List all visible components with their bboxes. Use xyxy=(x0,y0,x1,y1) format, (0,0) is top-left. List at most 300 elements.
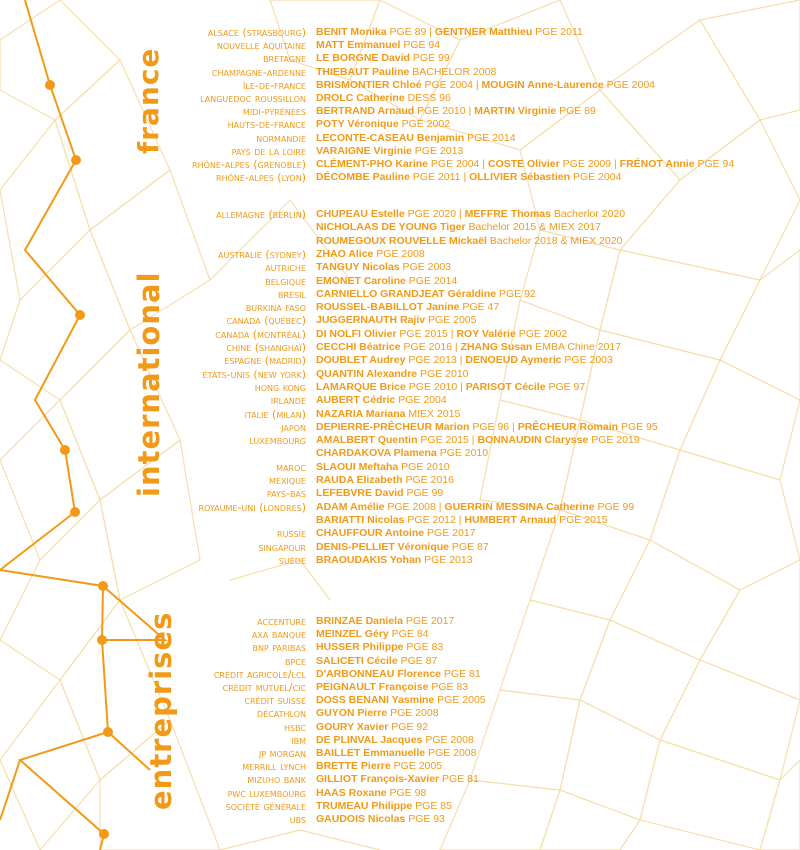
person-name: NICHOLAAS DE YOUNG Tiger xyxy=(316,221,466,234)
person-program: PGE 2008 xyxy=(373,247,425,260)
entry-value xyxy=(316,145,463,157)
entry-label: luxembourg xyxy=(249,434,306,448)
entry-row xyxy=(291,733,474,747)
person-program: PGE 2004 xyxy=(395,394,447,407)
person-name: CHAUFFOUR Antoine xyxy=(316,527,425,540)
entry-label: autriche xyxy=(265,261,306,275)
entry-value xyxy=(316,288,536,300)
entry-label: brésil xyxy=(278,287,306,301)
person-name: COSTE Olivier xyxy=(487,158,560,170)
person-name: HUMBERT Arnaud xyxy=(464,513,557,526)
person-program: PGE 93 xyxy=(405,813,445,825)
entry-label: rhône-alpes (grenoble) xyxy=(192,158,306,171)
entry-label: jp morgan xyxy=(258,747,306,760)
entry-row xyxy=(268,474,454,487)
entry-value xyxy=(316,641,443,653)
entry-row xyxy=(207,26,583,39)
entry-row xyxy=(316,235,622,248)
entry-value xyxy=(316,681,468,693)
person-program: PGE 2017 xyxy=(424,527,476,540)
person-program: PGE 2003 xyxy=(399,261,452,274)
entry-label: languedoc roussillon xyxy=(200,92,306,105)
entry-label: espagne (madrid) xyxy=(224,354,306,368)
entry-label: bretagne xyxy=(263,52,306,66)
entry-value xyxy=(316,447,488,459)
person-name: GAUDOIS Nicolas xyxy=(316,813,406,825)
entry-value xyxy=(316,261,451,273)
entry-value xyxy=(316,615,454,627)
entry-value xyxy=(316,787,426,799)
entry-row xyxy=(198,500,635,514)
person-program: PGE 2005 xyxy=(434,694,486,707)
person-program: PGE 2013 xyxy=(411,144,464,157)
entry-value xyxy=(316,92,451,104)
entry-row xyxy=(225,799,452,813)
entry-value xyxy=(316,79,655,91)
person-name: VARAIGNE Virginie xyxy=(316,144,412,157)
person-program: PGE 89 | xyxy=(386,26,435,38)
person-program: PGE 2010 | xyxy=(414,105,475,118)
entry-row xyxy=(249,434,640,448)
entry-value xyxy=(316,341,621,353)
person-program: EMBA Chine 2017 xyxy=(532,341,622,353)
person-name: ROUSSEL-BABILLOT Janine xyxy=(316,301,460,314)
person-name: BAILLET Emmanuelle xyxy=(316,747,426,759)
person-name: THIEBAUT Pauline xyxy=(316,65,410,78)
person-program: PGE 2005 xyxy=(390,760,443,773)
person-program: PGE 2016 xyxy=(402,474,454,486)
entry-label: crédit agricole/lcl xyxy=(213,667,306,681)
person-name: CARNIELLO GRANDJEAT Géraldine xyxy=(316,287,497,300)
section-title-france: france xyxy=(132,47,165,154)
entry-row xyxy=(281,420,658,434)
person-name: POTY Véronique xyxy=(316,118,399,131)
entry-row xyxy=(192,158,735,171)
entry-label: rhône-alpes (lyon) xyxy=(216,171,306,185)
person-name: TRUMEAU Philippe xyxy=(316,799,413,812)
entry-value xyxy=(316,527,475,539)
entry-label: royaume-uni (londres) xyxy=(198,500,306,514)
entry-row xyxy=(316,221,601,234)
entry-label: hsbc xyxy=(283,720,306,734)
entry-label: pays de la loire xyxy=(231,144,306,158)
person-name: GILLIOT François-Xavier xyxy=(316,773,440,786)
person-program: PGE 98 xyxy=(386,786,427,799)
person-name: D'ARBONNEAU Florence xyxy=(316,667,442,680)
entry-label: suède xyxy=(278,553,306,567)
entry-label: alsace (strasbourg) xyxy=(207,26,306,39)
entry-value xyxy=(316,773,479,785)
entry-row xyxy=(257,615,455,628)
person-program: PGE 2002 xyxy=(398,118,451,131)
person-program: PGE 87 xyxy=(397,654,438,667)
person-program: PGE 2010 xyxy=(398,460,450,473)
entry-row xyxy=(256,131,516,145)
person-name: BRISMONTIER Chloé xyxy=(316,78,422,91)
entry-row xyxy=(289,813,445,826)
entry-label: mizuho bank xyxy=(247,773,306,787)
person-program: Bachelor 2015 & MIEX 2017 xyxy=(465,221,601,234)
person-name: DROLC Catherine xyxy=(316,92,405,104)
person-program: PGE 2002 xyxy=(515,327,568,340)
person-name: OLLIVIER Sébastien xyxy=(469,171,571,184)
person-name: PEIGNAULT Françoise xyxy=(316,681,429,693)
person-program: PGE 2004 | xyxy=(421,78,482,91)
entry-label: merrill lynch xyxy=(242,760,306,774)
person-name: DE PLINVAL Jacques xyxy=(316,733,423,746)
person-program: PGE 2010 | xyxy=(405,380,466,393)
person-name: QUANTIN Alexandre xyxy=(316,367,418,380)
entry-row xyxy=(227,786,427,800)
entry-row xyxy=(251,628,429,642)
entry-label: canada (montréal) xyxy=(215,327,306,341)
entry-row xyxy=(227,118,451,132)
person-name: DEPIERRE-PRÊCHEUR Marion xyxy=(316,420,470,433)
person-program: PGE 85 xyxy=(412,799,452,812)
entry-value xyxy=(316,655,437,667)
person-program: PGE 89 xyxy=(556,105,596,118)
entry-value xyxy=(316,628,428,640)
person-program: PGE 81 xyxy=(439,773,479,786)
entry-label: bpce xyxy=(285,654,306,668)
person-program: PGE 2017 xyxy=(402,615,455,627)
entry-value xyxy=(316,26,583,38)
entry-row xyxy=(265,261,452,275)
person-name: MARTIN Virginie xyxy=(474,105,557,118)
entry-row xyxy=(266,487,444,501)
person-program: DESS 96 xyxy=(404,92,451,104)
entry-value xyxy=(316,248,425,260)
entry-row xyxy=(243,78,656,92)
entry-label: décathlon xyxy=(256,707,306,721)
person-name: EMONET Caroline xyxy=(316,274,406,287)
entry-label: crédit suisse xyxy=(244,694,306,708)
entry-value xyxy=(316,514,608,526)
person-name: DI NOLFI Olivier xyxy=(316,327,397,340)
entry-row xyxy=(245,301,500,315)
entry-value xyxy=(316,501,634,513)
entry-value xyxy=(316,208,625,220)
person-name: ROUMEGOUX ROUVELLE Mickaël xyxy=(316,234,487,247)
entry-row xyxy=(216,39,441,53)
entry-value xyxy=(316,381,585,393)
entry-row xyxy=(258,540,489,554)
entry-value xyxy=(316,132,516,144)
entry-label: singapour xyxy=(258,540,306,554)
entry-label: île-de-france xyxy=(243,78,306,92)
entry-value xyxy=(316,52,450,64)
person-name: MATT Emmanuel xyxy=(316,39,401,52)
entry-value xyxy=(316,721,428,733)
entry-label: ibm xyxy=(291,733,306,747)
entry-label: pays-bas xyxy=(266,487,306,501)
entry-value xyxy=(316,554,473,566)
entry-row xyxy=(278,553,473,567)
person-name: PARISOT Cécile xyxy=(465,380,546,393)
person-program: PGE 2011 | xyxy=(409,171,470,184)
person-program: PGE 81 xyxy=(441,667,481,680)
person-name: GENTNER Matthieu xyxy=(434,26,533,38)
person-program: PGE 2008 xyxy=(387,707,439,720)
entry-row xyxy=(285,654,438,668)
person-program: PGE 2004 xyxy=(570,171,622,184)
entry-label: midi-pyrénées xyxy=(242,105,306,119)
entry-label: maroc xyxy=(276,460,306,474)
person-name: LAMARQUE Brice xyxy=(316,380,406,393)
entry-label: pwc luxembourg xyxy=(227,786,306,800)
entry-row xyxy=(254,380,586,394)
entry-value xyxy=(316,747,476,759)
person-program: PGE 84 xyxy=(388,628,429,641)
entry-value xyxy=(316,66,496,78)
person-name: MOUGIN Anne-Laurence xyxy=(481,78,604,91)
person-program: PGE 2008 | xyxy=(384,500,445,513)
person-program: PGE 97 xyxy=(545,380,586,393)
entry-label: bnp paribas xyxy=(252,641,306,655)
entry-row xyxy=(252,641,444,655)
person-program: PGE 92 xyxy=(496,287,536,300)
person-name: AUBERT Cédric xyxy=(316,394,396,407)
entry-label: italie (milan) xyxy=(244,407,306,421)
person-name: FRÉNOT Annie xyxy=(619,158,695,170)
person-name: GOURY Xavier xyxy=(316,720,389,733)
entry-row xyxy=(216,208,626,221)
entry-row xyxy=(277,527,476,541)
entry-row xyxy=(226,314,477,328)
person-program: Bachelor 2018 & MIEX 2020 xyxy=(486,234,623,247)
person-name: LECONTE-CASEAU Benjamin xyxy=(316,131,465,144)
person-name: DENOEUD Aymeric xyxy=(465,354,562,367)
person-name: BRAOUDAKIS Yohan xyxy=(316,553,422,566)
entry-value xyxy=(316,461,450,473)
entry-label: hong kong xyxy=(254,380,306,394)
person-name: RAUDA Elizabeth xyxy=(316,474,403,486)
person-name: CHARDAKOVA Plamena xyxy=(316,447,437,460)
person-program: PGE 2014 xyxy=(464,131,516,144)
entry-row xyxy=(222,681,469,694)
entry-label: états-unis (new york) xyxy=(202,367,306,381)
entry-value xyxy=(316,541,489,553)
entry-label: canada (québec) xyxy=(226,314,306,328)
person-name: ZHANG Susan xyxy=(460,341,533,353)
person-program: PGE 94 xyxy=(694,158,735,170)
entry-label: mexique xyxy=(268,474,306,487)
person-program: PGE 94 xyxy=(400,39,441,52)
entry-label: belgique xyxy=(265,274,306,288)
person-name: CLÉMENT-PHO Karine xyxy=(316,158,429,170)
person-name: BRETTE Pierre xyxy=(316,760,391,773)
person-program: PGE 83 xyxy=(403,641,444,654)
entry-value xyxy=(316,368,469,380)
person-program: BACHELOR 2008 xyxy=(409,65,497,78)
person-program: PGE 92 xyxy=(388,720,429,733)
entry-value xyxy=(316,171,621,183)
person-name: BENIT Monika xyxy=(316,26,387,38)
entry-value xyxy=(316,314,476,326)
person-program: PGE 2014 xyxy=(405,274,458,287)
entry-row xyxy=(226,341,622,354)
entry-label: société générale xyxy=(225,799,306,813)
entry-row xyxy=(244,694,486,708)
person-program: PGE 2004 xyxy=(603,78,656,91)
person-program: PGE 2012 | xyxy=(404,513,465,526)
section-title-international: international xyxy=(132,271,166,497)
person-name: GUYON Pierre xyxy=(316,707,388,720)
entry-label: irlande xyxy=(270,394,306,408)
person-program: PGE 2015 xyxy=(556,513,608,526)
person-program: PGE 2008 xyxy=(422,733,474,746)
entry-value xyxy=(316,354,613,366)
entry-value xyxy=(316,221,601,233)
person-program: PGE 47 xyxy=(459,301,500,314)
person-name: HAAS Roxane xyxy=(316,786,387,799)
person-program: PGE 95 xyxy=(618,420,658,433)
entry-value xyxy=(316,668,481,680)
person-name: BRINZAE Daniela xyxy=(316,615,403,627)
person-name: ROY Valérie xyxy=(456,327,516,340)
entry-value xyxy=(316,235,622,247)
person-program: MIEX 2015 xyxy=(405,407,461,420)
person-name: BONNAUDIN Clarysse xyxy=(477,434,589,447)
person-program: PGE 2015 | xyxy=(396,327,457,340)
entry-row xyxy=(276,460,450,474)
entry-value xyxy=(316,421,658,433)
entry-row xyxy=(283,720,429,734)
entry-value xyxy=(316,800,452,812)
person-name: DÉCOMBE Pauline xyxy=(316,171,410,184)
entry-label: ubs xyxy=(289,813,306,826)
person-program: PGE 2005 xyxy=(425,314,477,327)
person-program: PGE 2015 | xyxy=(417,434,478,447)
entry-row xyxy=(215,327,568,341)
person-name: PRÊCHEUR Romain xyxy=(517,420,619,433)
entry-row xyxy=(316,447,488,460)
person-program: PGE 2010 xyxy=(417,367,469,380)
entry-row xyxy=(231,144,464,158)
entry-row xyxy=(202,367,469,381)
entry-row xyxy=(217,247,425,261)
entry-label: axa banque xyxy=(251,628,306,642)
person-name: HUSSER Philippe xyxy=(316,641,404,654)
section-title-entreprises: entreprises xyxy=(144,611,178,810)
entry-value xyxy=(316,694,486,706)
entry-value xyxy=(316,275,457,287)
entry-value xyxy=(316,105,596,117)
person-name: LEFEBVRE David xyxy=(316,487,404,500)
person-program: PGE 96 | xyxy=(469,420,518,433)
entry-value xyxy=(316,434,640,446)
entry-value xyxy=(316,39,440,51)
entry-row xyxy=(242,105,596,119)
person-name: BARIATTI Nicolas xyxy=(316,513,405,526)
entry-value xyxy=(316,394,447,406)
entry-value xyxy=(316,760,442,772)
entry-label: japon xyxy=(281,420,306,434)
person-name: NAZARIA Mariana xyxy=(316,407,406,420)
entry-row xyxy=(244,407,461,421)
entry-value xyxy=(316,158,734,170)
entry-label: chine (shanghaï) xyxy=(226,341,306,354)
person-name: GUERRIN MESSINA Catherine xyxy=(444,500,595,513)
person-program: PGE 2004 | xyxy=(428,158,488,170)
entry-label: burkina faso xyxy=(245,301,306,315)
entry-value xyxy=(316,328,567,340)
entry-row xyxy=(242,760,443,774)
person-name: ADAM Amélie xyxy=(316,500,385,513)
person-program: PGE 2008 xyxy=(425,747,477,759)
entry-label: allemagne (berlin) xyxy=(216,208,306,221)
entry-value xyxy=(316,301,499,313)
person-name: DOSS BENANI Yasmine xyxy=(316,694,435,707)
entry-label: hauts-de-france xyxy=(227,118,306,132)
person-name: CHUPEAU Estelle xyxy=(316,208,405,220)
entry-row xyxy=(211,65,497,79)
entry-row xyxy=(213,667,481,681)
person-name: SLAOUI Meftaha xyxy=(316,460,399,473)
entry-label: champagne-ardenne xyxy=(211,65,306,79)
entry-row xyxy=(256,707,439,721)
entry-row xyxy=(224,354,613,368)
entry-row xyxy=(200,92,451,105)
person-program: Bacherlor 2020 xyxy=(550,208,626,220)
entry-row xyxy=(247,773,479,787)
person-name: TANGUY Nicolas xyxy=(316,261,400,274)
person-program: PGE 87 xyxy=(449,540,489,553)
entry-label: australie (sydney) xyxy=(217,247,306,261)
entry-row xyxy=(263,52,450,66)
person-name: MEFFRE Thomas xyxy=(464,208,551,220)
entry-value xyxy=(316,118,450,130)
person-name: ZHAO Alice xyxy=(316,247,374,260)
person-name: AMALBERT Quentin xyxy=(316,434,418,447)
entry-label: normandie xyxy=(256,131,306,145)
person-program: PGE 2020 | xyxy=(404,208,465,220)
entry-value xyxy=(316,734,474,746)
entry-value xyxy=(316,813,445,825)
person-program: PGE 2003 xyxy=(561,354,613,367)
person-program: PGE 2013 xyxy=(421,553,473,566)
entry-value xyxy=(316,408,460,420)
entry-row xyxy=(265,274,458,288)
person-name: JUGGERNAUTH Rajiv xyxy=(316,314,426,327)
entry-value xyxy=(316,474,454,486)
entry-value xyxy=(316,707,439,719)
person-program: PGE 2011 xyxy=(532,26,583,38)
person-program: PGE 2010 xyxy=(436,447,489,460)
person-program: PGE 2019 xyxy=(588,434,640,447)
person-program: PGE 83 xyxy=(428,681,469,693)
entry-value xyxy=(316,487,443,499)
person-program: PGE 2016 | xyxy=(400,341,461,353)
person-name: BERTRAND Arnaud xyxy=(316,105,415,118)
person-name: DENIS-PELLIET Véronique xyxy=(316,540,450,553)
entry-label: accenture xyxy=(257,615,306,628)
person-name: DOUBLET Audrey xyxy=(316,354,406,367)
person-name: MEINZEL Géry xyxy=(316,628,389,641)
person-program: PGE 99 xyxy=(594,500,635,513)
entry-row xyxy=(258,747,477,760)
person-name: CECCHI Béatrice xyxy=(316,341,401,353)
entry-label: russie xyxy=(277,527,306,541)
person-program: PGE 2009 | xyxy=(559,158,620,170)
person-program: PGE 2013 | xyxy=(405,354,466,367)
person-program: PGE 99 xyxy=(409,52,450,65)
entry-label: nouvelle aquitaine xyxy=(216,39,306,53)
person-name: LE BORGNE David xyxy=(316,52,410,65)
entry-row xyxy=(316,514,608,527)
person-name: SALICETI Cécile xyxy=(316,654,398,667)
entry-row xyxy=(270,394,447,408)
